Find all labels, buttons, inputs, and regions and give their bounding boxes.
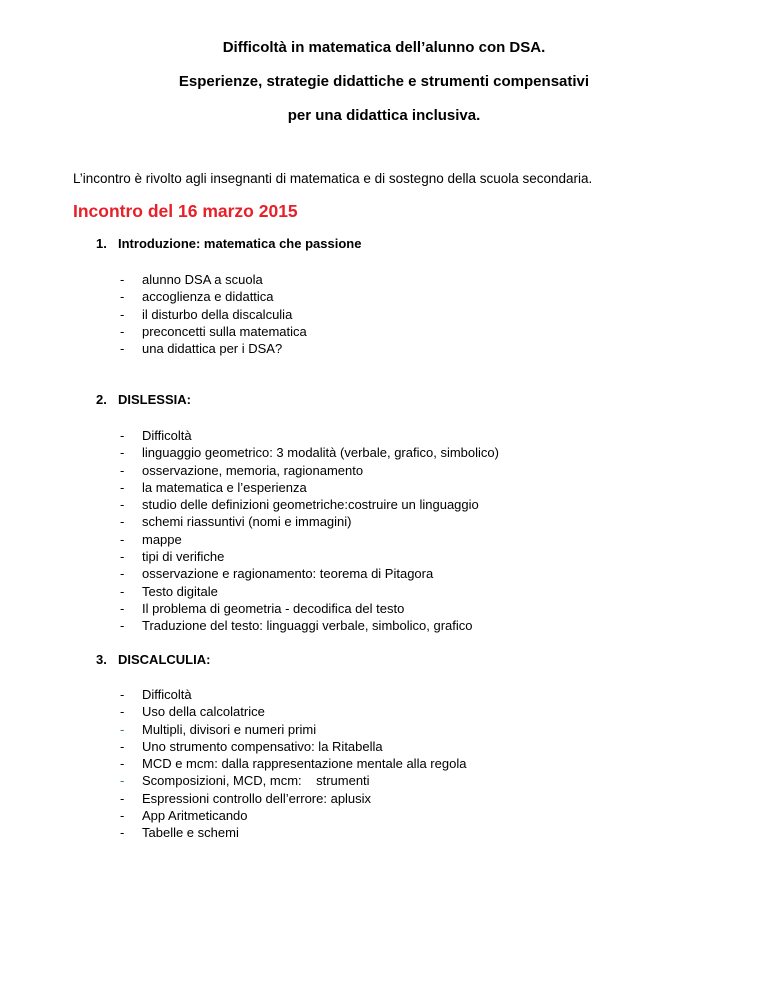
list-item [120,531,499,548]
bullet-dash: - [120,272,125,287]
list-item-text: accoglienza e didattica [142,289,274,305]
list-item-text: Il problema di geometria - decodifica del testo [142,600,405,616]
list-item [120,548,499,565]
list-item [120,462,499,479]
list-item-text: Difficoltà [142,687,192,702]
list-item-text: Testo digitale [142,583,218,599]
list-item-text: Tabelle e schemi [142,825,239,841]
list-item-text: studio delle definizioni geometriche:costruire un linguaggio [142,497,479,513]
bullet-dash: - [120,773,125,789]
list-item-text: preconcetti sulla matematica [142,323,307,339]
list-item-text: Scomposizioni, MCD, mcm: strumenti [142,773,370,789]
section-title: Introduzione: matematica che passione [118,236,362,251]
section-3-list [120,686,466,842]
section-title: DISCALCULIA: [118,652,211,667]
section-heading-3 [96,652,210,667]
list-item-text: Uso della calcolatrice [142,704,265,720]
bullet-dash: - [120,514,125,530]
bullet-dash: - [120,428,125,443]
bullet-dash: - [120,808,125,824]
bullet-dash: - [120,756,125,772]
list-item-text: alunno DSA a scuola [142,272,263,287]
bullet-dash: - [120,306,125,322]
bullet-dash: - [120,600,125,616]
bullet-dash: - [120,289,125,305]
title-line-2: Esperienze, strategie didattiche e strumenti compensativi [178,73,590,90]
list-item [120,721,466,738]
bullet-dash: - [120,790,125,806]
list-item-text: Espressioni controllo dell’errore: aplusix [142,790,372,806]
bullet-dash: - [120,825,125,841]
list-item [120,703,466,720]
section-number: 2. [96,392,107,407]
list-item-text: una didattica per i DSA? [142,341,283,357]
list-item [120,772,466,789]
list-item-text: Traduzione del testo: linguaggi verbale, simbolico, grafico [142,618,473,634]
list-item-text: Difficoltà [142,428,192,443]
list-item [120,755,466,772]
section-title: DISLESSIA: [118,392,191,407]
section-number: 1. [96,236,107,251]
list-item-text: linguaggio geometrico: 3 modalità (verbale, grafico, simbolico) [142,445,499,461]
list-item-text: MCD e mcm: dalla rappresentazione mentale alla regola [142,756,467,772]
list-item [120,288,307,305]
list-item [120,340,307,357]
list-item-text: Uno strumento compensativo: la Ritabella [142,738,383,754]
list-item-text: la matematica e l’esperienza [142,479,307,495]
list-item [120,583,499,600]
list-item [120,686,466,703]
bullet-dash: - [120,704,125,720]
bullet-dash: - [120,549,125,565]
list-item-text: Multipli, divisori e numeri primi [142,721,317,737]
list-item-text: osservazione e ragionamento: teorema di Pitagora [142,566,434,582]
section-number: 3. [96,652,107,667]
list-item [120,444,499,461]
bullet-dash: - [120,341,125,357]
bullet-dash: - [120,583,125,599]
bullet-dash: - [120,323,125,339]
bullet-dash: - [120,531,125,547]
title-line-1: Difficoltà in matematica dell’alunno con DSA. [222,39,546,56]
list-item-text: schemi riassuntivi (nomi e immagini) [142,514,352,530]
list-item-text: il disturbo della discalculia [142,306,293,322]
list-item [120,323,307,340]
list-item-text: tipi di verifiche [142,549,225,565]
list-item [120,565,499,582]
list-item-text: mappe [142,531,182,547]
bullet-dash: - [120,738,125,754]
list-item [120,271,307,288]
bullet-dash: - [120,497,125,513]
bullet-dash: - [120,721,125,737]
list-item [120,807,466,824]
bullet-dash: - [120,618,125,634]
list-item [120,738,466,755]
list-item-text: App Aritmeticando [142,808,248,824]
section-heading-2 [96,392,191,407]
bullet-dash: - [120,479,125,495]
section-2-list [120,427,499,635]
title-block [0,40,768,142]
list-item [120,617,499,634]
bullet-dash: - [120,462,125,478]
list-item [120,600,499,617]
section-1-list [120,271,307,357]
bullet-dash: - [120,566,125,582]
list-item [120,427,499,444]
section-heading-1 [96,236,361,251]
list-item [120,790,466,807]
list-item [120,824,466,841]
bullet-dash: - [120,687,125,702]
list-item [120,306,307,323]
title-line-3: per una didattica inclusiva. [287,107,481,124]
list-item [120,479,499,496]
list-item [120,496,499,513]
list-item [120,513,499,530]
bullet-dash: - [120,445,125,461]
meeting-heading: Incontro del 16 marzo 2015 [73,201,298,221]
list-item-text: osservazione, memoria, ragionamento [142,462,364,478]
intro-paragraph: L’incontro è rivolto agli insegnanti di matematica e di sostegno della scuola secondaria. [73,171,593,186]
